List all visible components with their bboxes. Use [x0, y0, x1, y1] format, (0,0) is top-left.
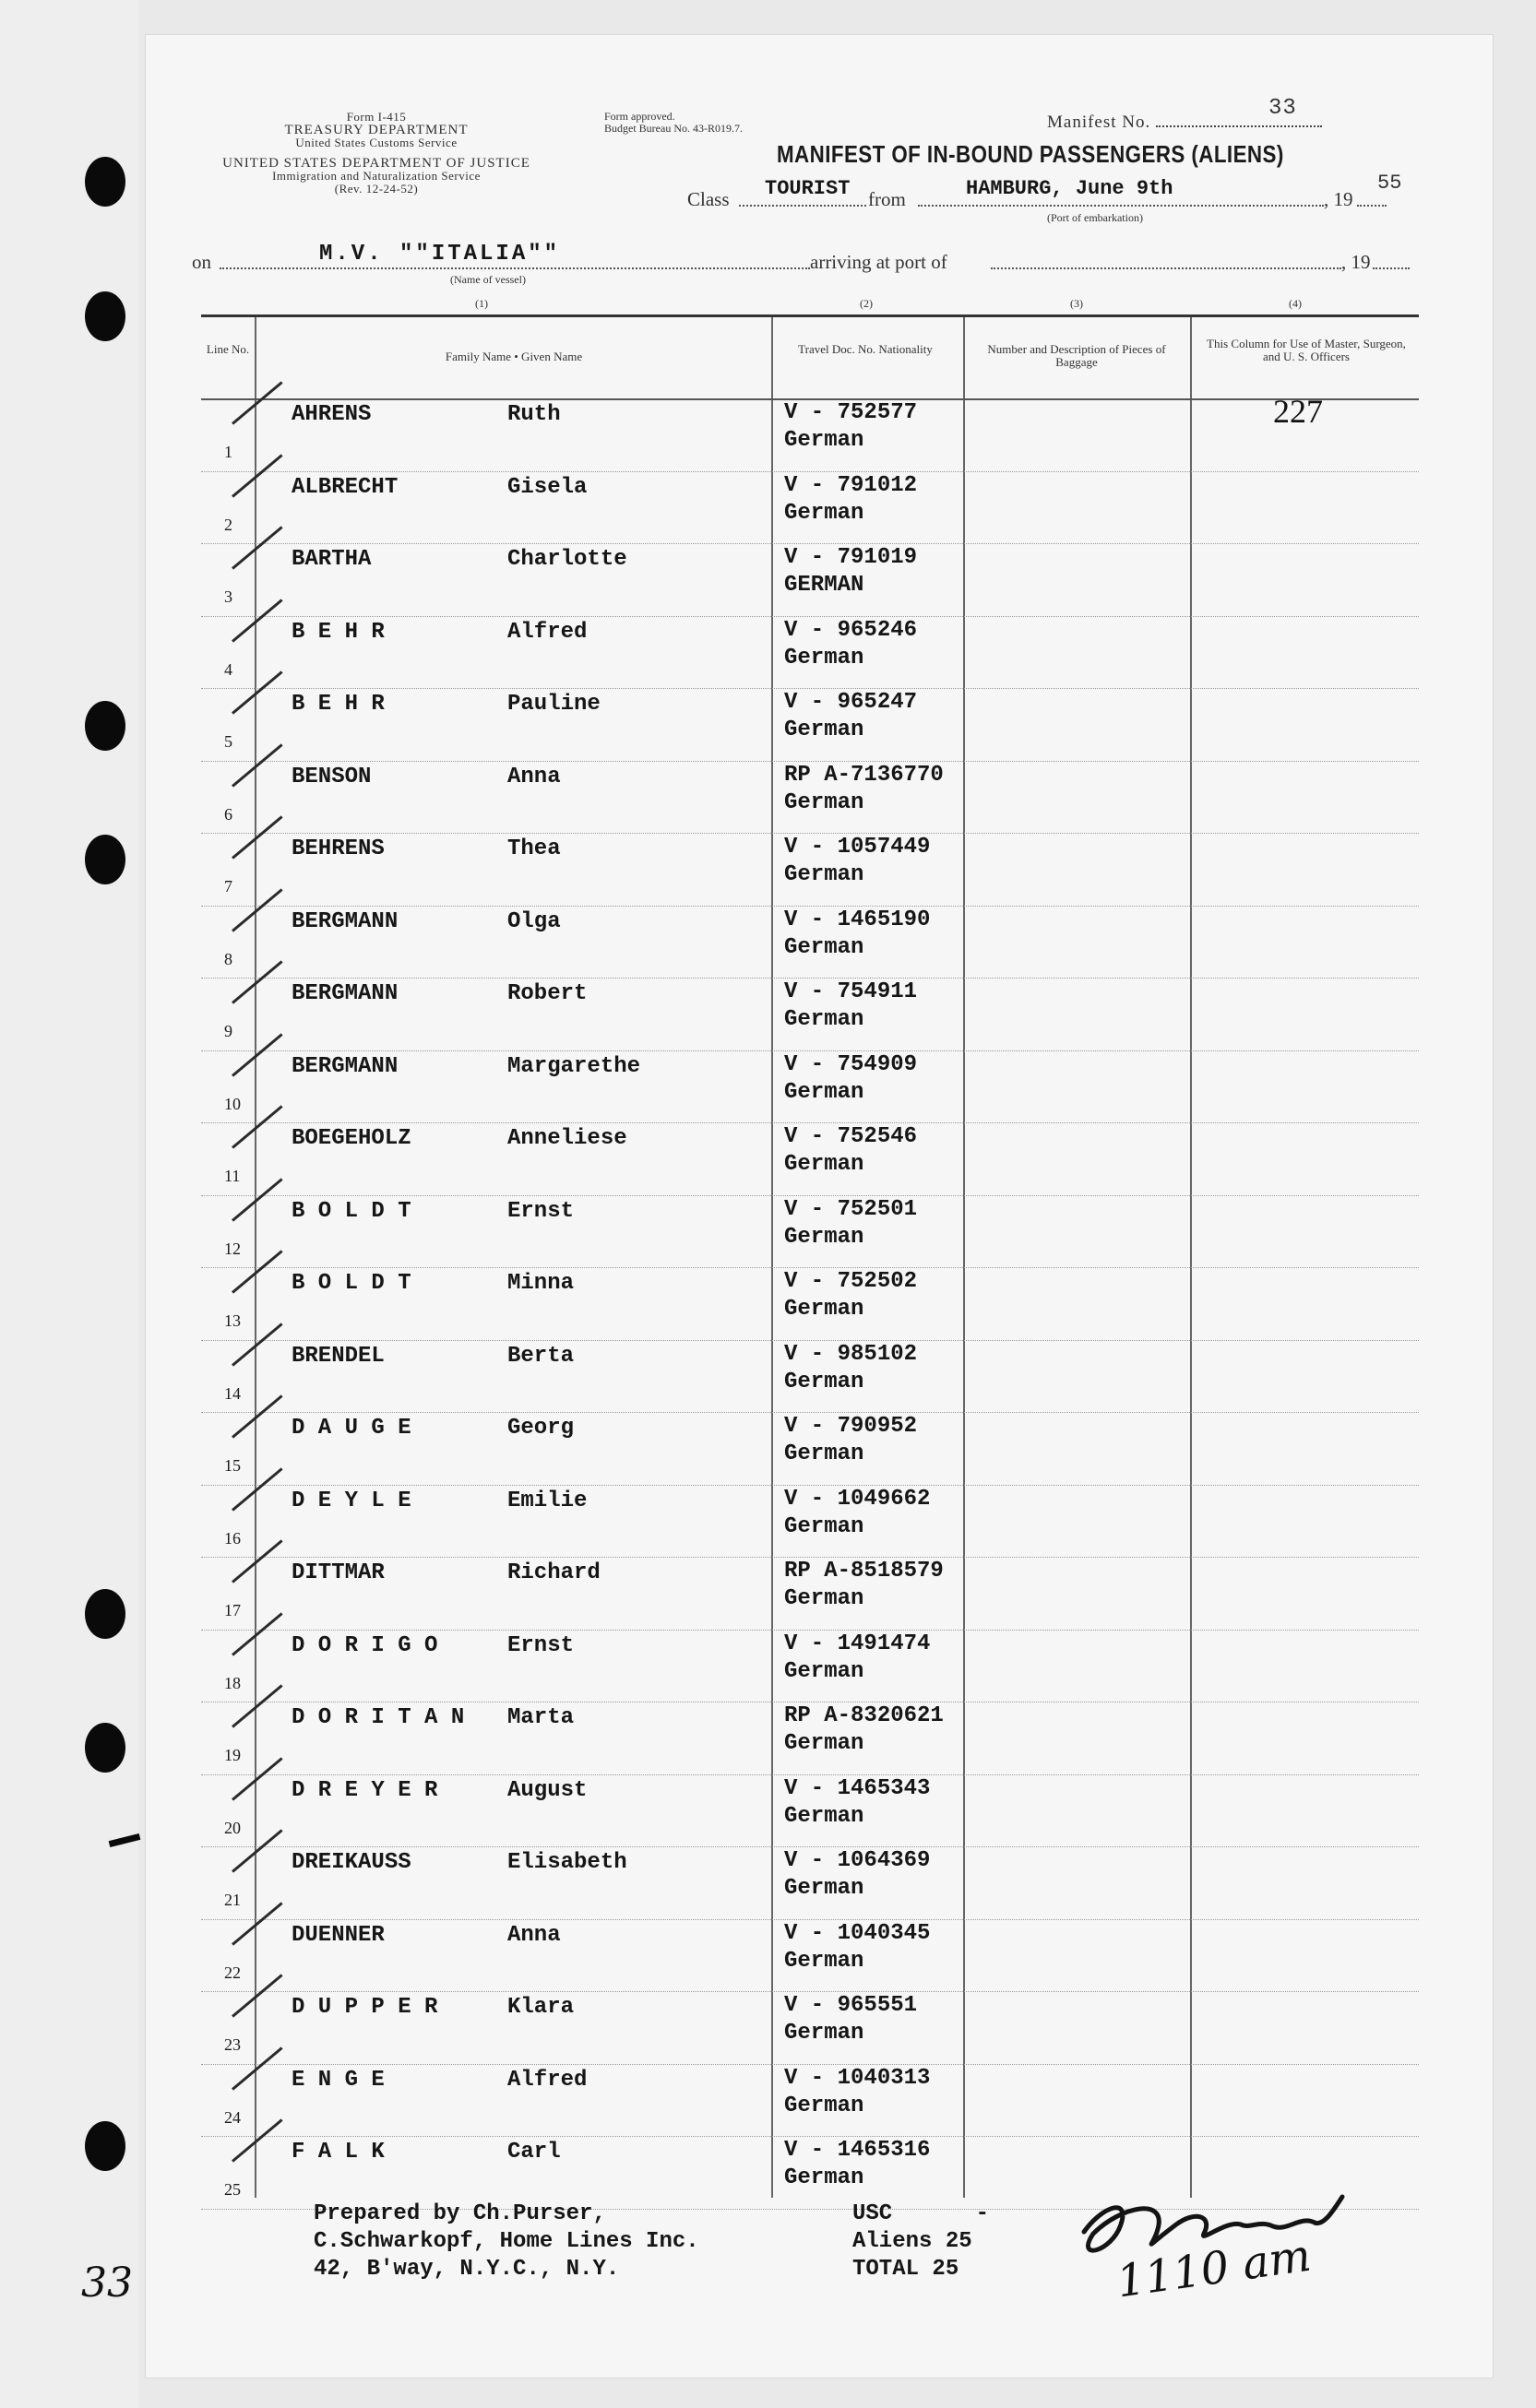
nationality: German	[784, 1297, 864, 1322]
given-name: Gisela	[507, 474, 588, 500]
travel-doc-number: V - 1465190	[784, 907, 931, 932]
nationality: German	[784, 2021, 864, 2046]
justice-dept: UNITED STATES DEPARTMENT OF JUSTICE	[222, 156, 530, 171]
travel-doc-number: RP A-7136770	[784, 762, 944, 788]
line-number: 12	[224, 1239, 241, 1258]
line-number: 21	[224, 1891, 241, 1909]
table-row	[201, 1267, 1419, 1341]
travel-doc-number: V - 1049662	[784, 1486, 931, 1512]
travel-doc-number: V - 1040313	[784, 2065, 931, 2091]
travel-doc-number: V - 965247	[784, 690, 918, 715]
travel-doc-number: V - 1491474	[784, 1631, 931, 1656]
table-row	[201, 1630, 1419, 1703]
table-row	[201, 761, 1419, 835]
travel-doc-number: V - 1057449	[784, 835, 931, 860]
given-name: Thea	[507, 836, 561, 861]
line-number: 9	[224, 1022, 232, 1040]
officer-note: 227	[1273, 393, 1323, 430]
col-header-travel-doc: Travel Doc. No. Nationality	[798, 342, 933, 356]
family-name: D U P P E R	[292, 1995, 438, 2020]
nationality: German	[784, 1948, 864, 1974]
given-name: Richard	[507, 1560, 601, 1585]
line-number: 17	[224, 1601, 241, 1619]
left-margin	[0, 0, 138, 2408]
family-name: AHRENS	[292, 402, 372, 427]
line-number: 2	[224, 515, 232, 534]
nationality: German	[784, 1441, 864, 1466]
given-name: Ernst	[507, 1198, 575, 1224]
line-number: 6	[224, 804, 232, 824]
nationality: German	[784, 1079, 864, 1105]
travel-doc-number: RP A-8320621	[784, 1703, 944, 1728]
line-number: 3	[224, 587, 232, 606]
table-row	[201, 2064, 1419, 2138]
line-number: 25	[224, 2180, 241, 2199]
given-name: Anna	[507, 764, 561, 789]
class-value: TOURIST	[765, 177, 851, 200]
travel-doc-number: V - 965551	[784, 1993, 918, 2018]
vessel-value: M.V. ""ITALIA""	[319, 242, 561, 267]
nationality: German	[784, 718, 864, 742]
table-row	[201, 1195, 1419, 1269]
table-row	[201, 833, 1419, 907]
line-number: 19	[224, 1746, 241, 1764]
given-name: Carl	[507, 2140, 561, 2165]
from-label: from	[868, 188, 906, 210]
family-name: DITTMAR	[292, 1560, 385, 1585]
family-name: D O R I T A N	[292, 1705, 465, 1730]
travel-doc-number: V - 754911	[784, 979, 918, 1004]
table-row	[201, 1412, 1419, 1486]
totals-block	[852, 2200, 989, 2283]
budget-bureau: Budget Bureau No. 43-R019.7.	[604, 122, 743, 135]
nationality: German	[784, 862, 864, 887]
family-name: D E Y L E	[292, 1488, 411, 1513]
line-number: 18	[224, 1673, 241, 1692]
given-name: Ernst	[507, 1632, 575, 1658]
punch-hole	[85, 701, 125, 751]
punch-hole	[85, 1723, 125, 1773]
given-name: Alfred	[507, 2067, 588, 2093]
line-number: 13	[224, 1311, 241, 1330]
given-name: Margarethe	[507, 1053, 641, 1079]
travel-doc-number: V - 790952	[784, 1414, 918, 1439]
table-row	[201, 1557, 1419, 1631]
travel-doc-number: V - 752501	[784, 1196, 918, 1222]
signature-time: 1110 am	[1113, 2229, 1315, 2308]
column-number-3: (3)	[1070, 297, 1083, 310]
given-name: Alfred	[507, 619, 588, 645]
given-name: Emilie	[507, 1488, 588, 1513]
family-name: D A U G E	[292, 1416, 411, 1441]
on-label: on	[192, 251, 211, 273]
line-number: 11	[224, 1167, 241, 1185]
table-row	[201, 1702, 1419, 1775]
arriving-label: arriving at port of	[810, 251, 947, 273]
nationality: German	[784, 2093, 864, 2118]
punch-hole	[85, 2121, 125, 2171]
aliens-label: Aliens	[852, 2229, 933, 2254]
nationality: German	[784, 1803, 864, 1829]
prepared-by	[314, 2200, 699, 2283]
given-name: Ruth	[507, 402, 561, 427]
table-row	[201, 978, 1419, 1051]
table-row	[201, 1485, 1419, 1559]
line-number: 16	[224, 1528, 241, 1548]
travel-doc-number: V - 1040345	[784, 1920, 931, 1946]
usc-value: -	[975, 2201, 990, 2226]
given-name: Minna	[507, 1271, 575, 1296]
travel-doc-number: V - 791019	[784, 545, 918, 570]
table-row	[201, 1846, 1419, 1920]
revision-date: (Rev. 12-24-52)	[334, 182, 419, 196]
given-name: Pauline	[507, 692, 601, 717]
manifest-no-value: 33	[1268, 96, 1297, 121]
table-row	[201, 1919, 1419, 1993]
punch-hole	[85, 157, 125, 207]
vessel-note: (Name of vessel)	[450, 273, 526, 286]
approval-line: Form approved.	[604, 110, 675, 123]
aliens-value: 25	[945, 2229, 972, 2254]
family-name: B O L D T	[292, 1198, 411, 1224]
table-row	[201, 688, 1419, 762]
given-name: Klara	[507, 1995, 575, 2020]
line-number: 7	[224, 877, 232, 896]
class-label: Class	[687, 188, 730, 210]
nationality: German	[784, 1152, 864, 1177]
nationality: German	[784, 500, 864, 526]
family-name: ALBRECHT	[292, 474, 399, 500]
nationality: German	[784, 1369, 864, 1394]
line-number: 8	[224, 949, 232, 968]
family-name: B E H R	[292, 619, 385, 645]
line-number: 20	[224, 1818, 241, 1837]
total-label: TOTAL	[852, 2257, 920, 2282]
table-row	[201, 398, 1419, 472]
family-name: BEHRENS	[292, 836, 385, 861]
family-name: DUENNER	[292, 1922, 385, 1948]
table-row	[201, 1991, 1419, 2065]
line-number: 24	[224, 2107, 241, 2127]
given-name: Anneliese	[507, 1126, 627, 1151]
nationality: German	[784, 1513, 864, 1539]
manifest-no-label: Manifest No.	[1047, 113, 1151, 132]
nationality: German	[784, 1007, 864, 1032]
given-name: Berta	[507, 1343, 575, 1369]
travel-doc-number: V - 752502	[784, 1269, 918, 1294]
form-number: Form I-415	[346, 110, 407, 124]
table-row	[201, 906, 1419, 979]
punch-hole	[85, 835, 125, 884]
line-number: 10	[224, 1094, 241, 1113]
given-name: Marta	[507, 1705, 575, 1730]
from-value: HAMBURG, June 9th	[966, 177, 1173, 200]
nationality: German	[784, 2165, 864, 2190]
form-header-left	[183, 111, 570, 196]
nationality: German	[784, 645, 864, 670]
travel-doc-number: V - 752577	[784, 400, 918, 425]
given-name: Olga	[507, 908, 561, 934]
family-name: BARTHA	[292, 547, 372, 572]
punch-hole	[85, 291, 125, 341]
family-name: B E H R	[292, 692, 385, 717]
family-name: DREIKAUSS	[292, 1850, 411, 1875]
year-value: 55	[1377, 172, 1402, 195]
given-name: August	[507, 1777, 588, 1803]
prepared-line: 42, B'way, N.Y.C., N.Y.	[314, 2257, 620, 2282]
col-header-line-no: Line No.	[206, 342, 250, 356]
family-name: BERGMANN	[292, 908, 399, 934]
travel-doc-number: V - 985102	[784, 1341, 918, 1367]
family-name: E N G E	[292, 2067, 385, 2093]
manifest-number	[1047, 96, 1322, 133]
line-number: 1	[224, 443, 232, 461]
given-name: Charlotte	[507, 547, 627, 572]
ins-label: Immigration and Naturalization Service	[272, 169, 481, 183]
family-name: F A L K	[292, 2140, 385, 2165]
nationality: German	[784, 1586, 864, 1611]
nationality: GERMAN	[784, 573, 864, 598]
family-name: D O R I G O	[292, 1632, 438, 1658]
vessel-line	[192, 242, 1410, 275]
nationality: German	[784, 934, 864, 960]
col-header-officers: This Column for Use of Master, Surgeon, and U. S. Officers	[1207, 337, 1406, 363]
total-value: 25	[932, 2257, 959, 2282]
family-name: B O L D T	[292, 1271, 411, 1296]
class-line	[687, 172, 1402, 212]
travel-doc-number: V - 1064369	[784, 1848, 931, 1873]
arriving-year-label: , 19	[1341, 251, 1371, 273]
family-name: BERGMANN	[292, 1053, 399, 1079]
travel-doc-number: V - 1465343	[784, 1775, 931, 1801]
table-row	[201, 1340, 1419, 1414]
column-number-4: (4)	[1289, 297, 1302, 310]
page-title: MANIFEST OF IN-BOUND PASSENGERS (ALIENS)	[777, 140, 1284, 168]
travel-doc-number: V - 791012	[784, 472, 918, 498]
travel-doc-number: RP A-8518579	[784, 1559, 944, 1584]
prepared-line: Prepared by Ch.Purser,	[314, 2201, 606, 2226]
nationality: German	[784, 1224, 864, 1250]
column-number-2: (2)	[860, 297, 873, 310]
family-name: BOEGEHOLZ	[292, 1126, 411, 1151]
given-name: Georg	[507, 1416, 575, 1441]
line-number: 4	[224, 659, 232, 679]
travel-doc-number: V - 1465316	[784, 2138, 931, 2163]
form-approval	[604, 111, 743, 135]
table-row	[201, 1122, 1419, 1196]
page-mark: 33	[81, 2260, 133, 2307]
col-header-baggage: Number and Description of Pieces of Baggage	[987, 342, 1166, 369]
table-row	[201, 543, 1419, 617]
year-label: , 19	[1324, 188, 1353, 210]
travel-doc-number: V - 965246	[784, 617, 918, 643]
treasury-dept: TREASURY DEPARTMENT	[284, 123, 469, 137]
prepared-line: C.Schwarkopf, Home Lines Inc.	[314, 2229, 699, 2254]
embarkation-note: (Port of embarkation)	[1047, 211, 1143, 224]
line-number: 22	[224, 1963, 241, 1982]
nationality: German	[784, 1876, 864, 1901]
line-number: 23	[224, 2035, 241, 2054]
line-number: 15	[224, 1456, 241, 1475]
family-name: BRENDEL	[292, 1343, 385, 1369]
given-name: Anna	[507, 1922, 561, 1948]
table-row	[201, 1050, 1419, 1124]
given-name: Elisabeth	[507, 1850, 627, 1875]
nationality: German	[784, 428, 864, 453]
line-number: 14	[224, 1383, 241, 1403]
usc-label: USC	[852, 2201, 893, 2226]
check-mark	[232, 381, 283, 424]
family-name: D R E Y E R	[292, 1777, 438, 1803]
punch-hole	[85, 1589, 125, 1639]
table-row	[201, 471, 1419, 545]
nationality: German	[784, 1658, 864, 1684]
column-number-1: (1)	[475, 297, 488, 310]
table-row	[201, 616, 1419, 690]
given-name: Robert	[507, 981, 588, 1006]
line-number: 5	[224, 732, 232, 751]
family-name: BENSON	[292, 764, 372, 789]
passenger-table	[201, 314, 1419, 2198]
family-name: BERGMANN	[292, 981, 399, 1006]
customs-service: United States Customs Service	[295, 136, 458, 149]
nationality: German	[784, 1731, 864, 1756]
col-header-name: Family Name • Given Name	[445, 350, 583, 363]
travel-doc-number: V - 754909	[784, 1051, 918, 1077]
table-row	[201, 1774, 1419, 1848]
nationality: German	[784, 789, 864, 815]
travel-doc-number: V - 752546	[784, 1124, 918, 1149]
